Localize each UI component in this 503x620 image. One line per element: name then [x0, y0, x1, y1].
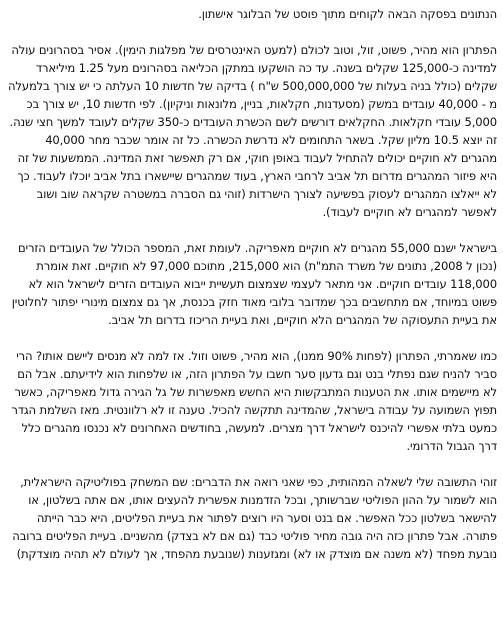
paragraph-why-not: כמו שאמרתי, הפתרון (לפחות 90% ממנו), הוא מהיר, פשוט וזול. אז למה לא מנסים ליישם אותו? הרי סביר להניח שגם נפתלי בנט וגם גדעון סער חשבו על הפתרון הזה, או שלפחות הוא לידיעתם. אבל הם לא מיישמים אותו. את הטענות המתבקשות היא החשש מאפשרות של גל הגירה גדול מאפריקה, כאשר תפוץ השמועה על עבודה בישראל, שהמדינה תתקשה להכיל. טענה זו לא רלוונטית. מאז השלמת הגדר כמעט בלתי אפשרי להיכנס לישראל דרך מצרים. למעשה, בחודשים האחרונים לא נכנסו מהגרים כלל דרך הגבול הדרומי.: [11, 349, 497, 453]
intro-paragraph: הנתונים בפסקה הבאה לקוחים מתוך פוסט של הבלוגר אישתון.: [198, 7, 497, 21]
paragraph-solution: הפתרון הוא מהיר, פשוט, זול, וטוב לכולם (למעט האינטרסים של מפלגות הימין). אסיר בסהרונים עולה למדינה כ-125,000 שקלים בשנה. עד כה הושקעו במתקן הכליאה בסהרונים מעל 1.25 מיליארד שקלים (כולל בניה בעלות של 500,000,000 ש"ח ) בדיקה של חדשות 10 העלתה כי יש צורך בלמעלה מ - 40,000 עובדים במשק (מסעדנות, חקלאות, בניין, מלונאות וניקיון). לפי חדשות 10, יש צורך בכ 5,000 עובדי חקלאות. החקלאים דורשים לשם הכשרת העובדים כ-350 שקלים לעובד למשך חצי שנה. זה יוצא 10.5 מליון שקל. בשאר התחומים לא נדרשת הכשרה. כל זה אומר שכבר מחר 40,000 מהגרים לא חוקיים יכולים להתחיל לעבוד באופן חוקי, אם רק תאפשר זאת המדינה. הממשעות של זה היא פיזור המהגרים מדרום תל אביב לרחבי הארץ, בעוד שמהגרים שיישארו בתל אביב יוכלו לעבוד. כך לא ייאלצו המהגרים לעסוק בפשיעה לצורך הישרדות (זוהי גם הסברה במשטרה שקראה שוב ושוב לאפשר למהגרים לא חוקיים לעבוד).: [7, 43, 497, 219]
paragraph-answer: זוהי התשובה שלי לשאלה המהותית, כפי שאני רואה את הדברים: שם המשחק בפוליטיקה הישראלית, הוא לשמור על ההון הפוליטי שברשותך, ובכל הזדמנות אפשרית להעצים אותו, אם אתה בשלטון, או להישאר בשלטון ככל האפשר. אם בנט וסער היו רוצים לפתור את בעיית הפליטים, היא כבר הייתה פתורה. אבל פתרון כזה היה גובה מחיר פוליטי כבד (גם אם לא בצדק) מהשניים. בעיית הפליטים ברובה נובעת מפחד (לא משנה אם מוצדק או לא) ומגזענות (שנובעת מהפחד, אך לעולם לא תהיה מוצדקת): [12, 475, 497, 561]
paragraph-foreign-workers: בישראל ישנם 55,000 מהגרים לא חוקיים מאפריקה. לעומת זאת, המספר הכולל של העובדים הזרים (נכון ל 2008, נתונים של משרד התמ"ת) הוא 215,000, מתוכם 97,000 לא חוקיים. זאת אומרת 118,000 עובדים חוקיים. אני מתאר לעצמי שצמצום תעשיית ייבוא העובדים הזרים לישראל הוא לא פשוט במיוחד, אם מתחשבים בכך שמדובר בלובי מאוד חזק בכנסת, אך גם צמצום מינורי יפתור לחלוטין את בעיית התעסוקה של המהגרים הלא חוקיים, ואת בעיית הריכוז בדרום תל אביב.: [11, 241, 497, 327]
